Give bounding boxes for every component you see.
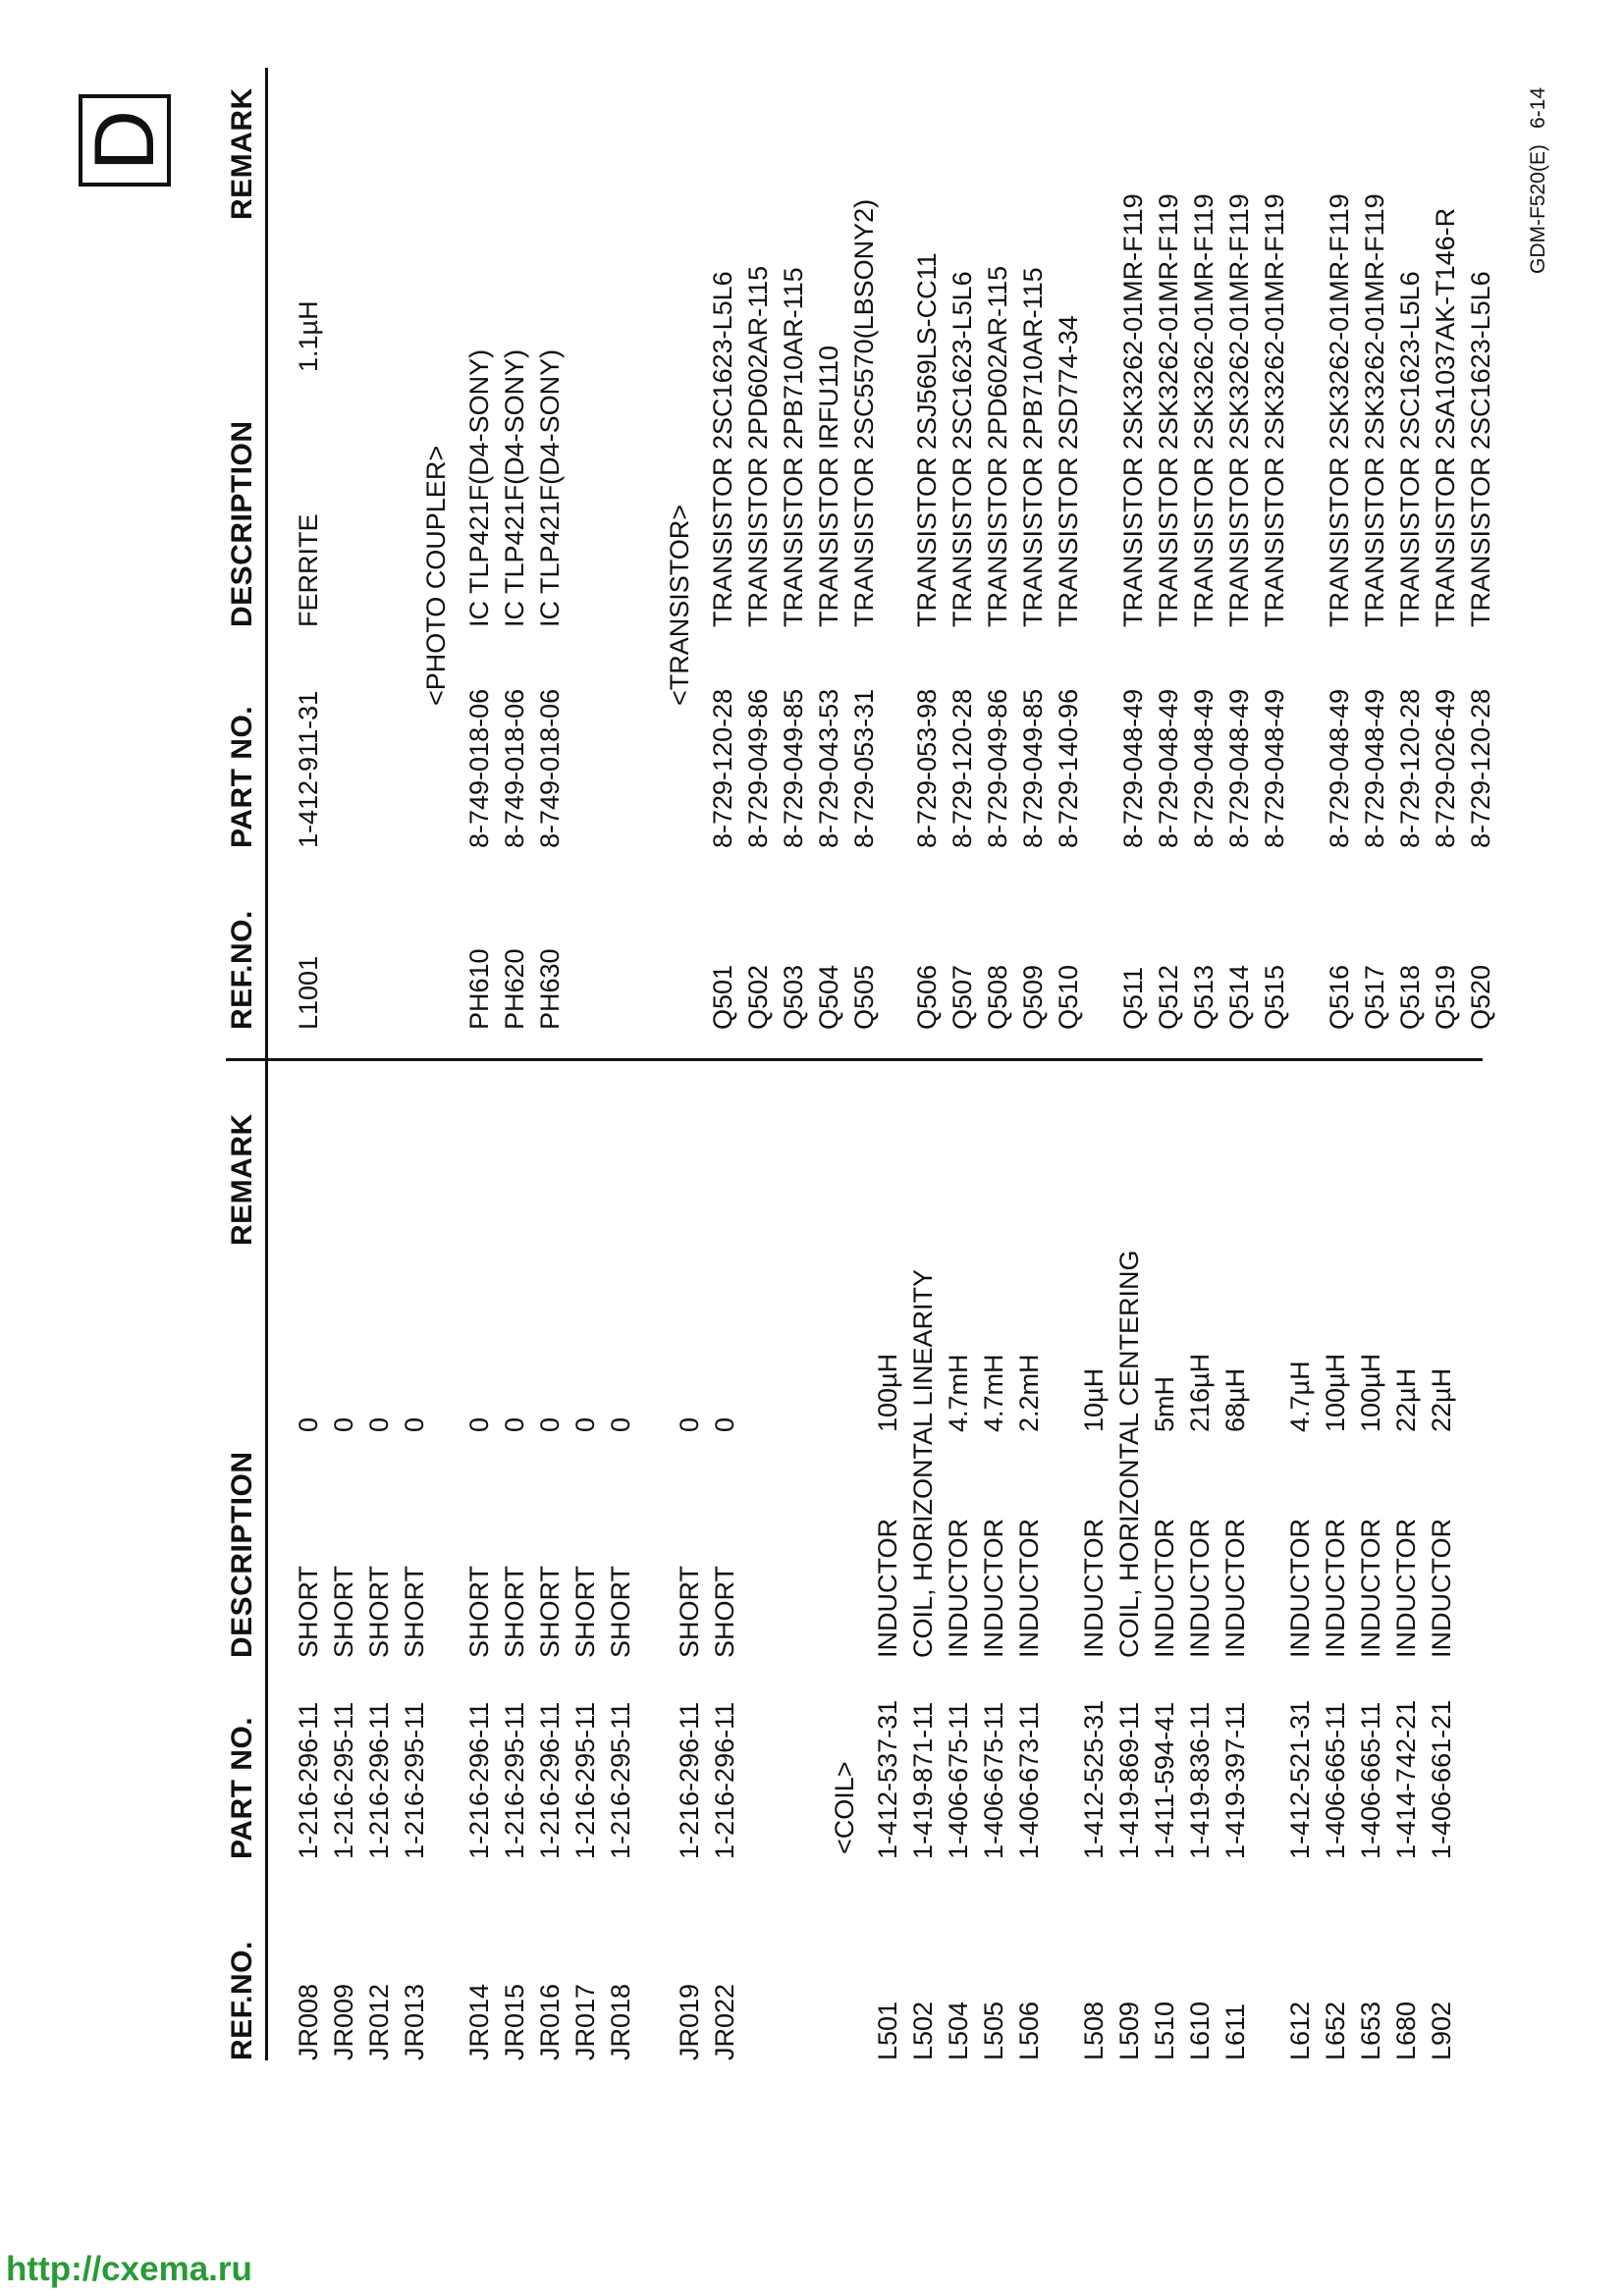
ref-no-cell: L611 (1220, 2002, 1250, 2060)
description-cell: SHORT (400, 1565, 429, 1658)
ref-no-cell: Q512 (1154, 964, 1183, 1030)
ref-no-cell: JR012 (364, 1983, 394, 2060)
part-no-cell: 1-406-661-21 (1427, 1699, 1456, 1859)
ref-no-cell: PH620 (500, 948, 529, 1030)
table-row (740, 0, 776, 2296)
ref-no-cell: JR008 (294, 1983, 323, 2060)
table-row (1322, 0, 1357, 2296)
ref-no-cell: L610 (1185, 2001, 1215, 2060)
value-cell: 0 (535, 1416, 565, 1432)
table-row (1186, 0, 1221, 2296)
ref-no-cell: L508 (1079, 2001, 1109, 2060)
value-cell: 100µH (873, 1353, 902, 1432)
part-no-cell: 8-729-053-98 (912, 688, 942, 848)
ref-no-cell: JR013 (400, 1983, 429, 2060)
value-cell: 0 (570, 1416, 600, 1432)
value-cell: 4.7mH (979, 1354, 1008, 1432)
part-no-cell: 8-729-048-49 (1189, 688, 1218, 848)
part-no-cell: 1-411-594-41 (1150, 1701, 1179, 1859)
description-cell: TRANSISTOR 2SK3262-01MR-F119 (1118, 193, 1148, 627)
part-no-cell: 1-412-525-31 (1079, 1699, 1109, 1859)
description-cell: TRANSISTOR 2SC1623-L5L6 (947, 271, 977, 627)
value-cell: 4.7mH (944, 1354, 973, 1432)
table-row (846, 0, 882, 2296)
description-cell: TRANSISTOR 2SK3262-01MR-F119 (1189, 193, 1218, 627)
description-cell: INDUCTOR (1285, 1518, 1315, 1658)
part-no-cell: 1-216-295-11 (570, 1701, 600, 1859)
ref-no-cell: JR018 (606, 1983, 635, 2060)
ref-no-cell: L505 (979, 2001, 1008, 2060)
section-heading: <COIL> (830, 1761, 859, 1854)
description-cell: SHORT (570, 1565, 600, 1658)
ref-no-cell: Q516 (1325, 964, 1354, 1030)
ref-no-cell: L502 (908, 2001, 938, 2060)
ref-no-cell: L501 (873, 2001, 902, 2060)
ref-no-cell: L510 (1150, 2001, 1179, 2060)
table-row (1357, 0, 1392, 2296)
description-cell: TRANSISTOR 2PD602AR-115 (983, 265, 1012, 627)
part-no-cell: 8-729-049-86 (743, 688, 773, 848)
left-header-part-no: PART NO. (226, 1716, 258, 1859)
description-cell: SHORT (606, 1565, 635, 1658)
table-row (568, 0, 603, 2296)
description-cell: TRANSISTOR 2SC1623-L5L6 (1466, 271, 1495, 627)
value-cell: 1.1µH (294, 300, 323, 372)
part-no-cell: 1-406-673-11 (1014, 1701, 1044, 1859)
part-no-cell: 1-419-836-11 (1185, 1701, 1215, 1859)
part-no-cell: 1-216-295-11 (500, 1701, 529, 1859)
right-header-ref-no: REF.NO. (226, 910, 258, 1030)
left-header-description: DESCRIPTION (226, 1451, 258, 1658)
part-no-cell: 1-406-675-11 (944, 1701, 973, 1859)
footer-page-number: 6-14 (1527, 86, 1549, 129)
left-header-underline (265, 1061, 268, 2060)
description-cell: INDUCTOR (1220, 1518, 1250, 1658)
table-row (291, 0, 326, 2296)
value-cell: 0 (464, 1416, 494, 1432)
part-no-cell: 1-419-397-11 (1220, 1701, 1250, 1859)
table-row (1115, 0, 1151, 2296)
description-cell: INDUCTOR (1079, 1518, 1109, 1658)
part-no-cell: 8-729-120-28 (708, 688, 737, 848)
part-no-cell: 1-216-296-11 (675, 1701, 704, 1859)
description-cell: TRANSISTOR IRFU110 (814, 345, 843, 627)
description-cell: INDUCTOR (1150, 1518, 1179, 1658)
table-row (1015, 0, 1051, 2296)
part-no-cell: 8-749-018-06 (464, 688, 494, 848)
ref-no-cell: L504 (944, 2001, 973, 2060)
table-row (603, 0, 638, 2296)
part-no-cell: 1-216-296-11 (464, 1701, 494, 1859)
value-cell: 4.7µH (1285, 1361, 1315, 1432)
description-cell: COIL, HORIZONTAL CENTERING (1114, 1250, 1144, 1658)
description-cell: FERRITE (294, 513, 323, 627)
part-no-cell: 1-216-295-11 (400, 1701, 429, 1859)
description-cell: TRANSISTOR 2SD774-34 (1054, 315, 1083, 627)
ref-no-cell: Q507 (947, 964, 977, 1030)
ref-no-cell: PH610 (464, 948, 494, 1030)
table-row (397, 0, 432, 2296)
part-no-cell: 1-216-296-11 (535, 1701, 565, 1859)
description-cell: SHORT (675, 1565, 704, 1658)
description-cell: INDUCTOR (1391, 1518, 1421, 1658)
value-cell: 0 (500, 1416, 529, 1432)
description-cell: IC TLP421F(D4-SONY) (535, 348, 565, 627)
ref-no-cell: L652 (1321, 2001, 1350, 2060)
description-cell: TRANSISTOR 2SK3262-01MR-F119 (1154, 193, 1183, 627)
ref-no-cell: Q503 (779, 964, 808, 1030)
ref-no-cell: Q518 (1395, 964, 1425, 1030)
table-row (361, 0, 397, 2296)
left-header-ref-no: REF.NO. (226, 1941, 258, 2060)
part-no-cell: 8-729-120-28 (1466, 688, 1495, 848)
footer-model: GDM-F520(E) (1527, 144, 1549, 274)
part-no-cell: 1-216-295-11 (606, 1701, 635, 1859)
value-cell: 22µH (1427, 1367, 1456, 1432)
right-header-part-no: PART NO. (226, 705, 258, 848)
table-row (945, 0, 980, 2296)
part-no-cell: 1-419-869-11 (1114, 1701, 1144, 1859)
table-row (672, 0, 707, 2296)
value-cell: 2.2mH (1014, 1354, 1044, 1432)
table-row (811, 0, 846, 2296)
description-cell: INDUCTOR (1014, 1518, 1044, 1658)
ref-no-cell: Q511 (1118, 966, 1148, 1030)
ref-no-cell: JR022 (710, 1983, 739, 2060)
right-header-underline (265, 68, 268, 1058)
value-cell: 100µH (1356, 1353, 1385, 1432)
description-cell: SHORT (329, 1565, 358, 1658)
right-header-description: DESCRIPTION (226, 420, 258, 627)
description-cell: SHORT (294, 1565, 323, 1658)
description-cell: INDUCTOR (1356, 1518, 1385, 1658)
part-no-cell: 8-729-140-96 (1054, 688, 1083, 848)
page-letter-box (79, 94, 171, 187)
table-row (1151, 0, 1186, 2296)
description-cell: TRANSISTOR 2SK3262-01MR-F119 (1224, 193, 1254, 627)
description-cell: TRANSISTOR 2PD602AR-115 (743, 265, 773, 627)
table-row (532, 0, 568, 2296)
description-cell: IC TLP421F(D4-SONY) (464, 348, 494, 627)
table-row (1257, 0, 1292, 2296)
part-no-cell: 1-216-295-11 (329, 1701, 358, 1859)
ref-no-cell: Q514 (1224, 964, 1254, 1030)
description-cell: TRANSISTOR 2SC1623-L5L6 (708, 271, 737, 627)
part-no-cell: 1-406-675-11 (979, 1701, 1008, 1859)
part-no-cell: 8-729-048-49 (1154, 688, 1183, 848)
ref-no-cell: JR009 (329, 1983, 358, 2060)
value-cell: 100µH (1321, 1353, 1350, 1432)
ref-no-cell: Q504 (814, 964, 843, 1030)
value-cell: 0 (400, 1416, 429, 1432)
description-cell: COIL, HORIZONTAL LINEARITY (908, 1268, 938, 1658)
part-no-cell: 8-729-120-28 (1395, 688, 1425, 848)
description-cell: TRANSISTOR 2SJ569LS-CC11 (912, 252, 942, 627)
table-row (1392, 0, 1428, 2296)
ref-no-cell: PH630 (535, 948, 565, 1030)
left-header-remark: REMARK (226, 1113, 258, 1246)
part-no-cell: 8-749-018-06 (500, 688, 529, 848)
ref-no-cell: JR017 (570, 1983, 600, 2060)
part-no-cell: 8-729-048-49 (1325, 688, 1354, 848)
ref-no-cell: Q519 (1431, 964, 1460, 1030)
value-cell: 0 (364, 1416, 394, 1432)
ref-no-cell: Q505 (849, 964, 879, 1030)
part-no-cell: 1-406-665-11 (1321, 1701, 1350, 1859)
part-no-cell: 8-729-049-86 (983, 688, 1012, 848)
part-no-cell: 1-216-296-11 (294, 1701, 323, 1859)
ref-no-cell: Q520 (1466, 964, 1495, 1030)
right-header-remark: REMARK (226, 87, 258, 220)
description-cell: SHORT (535, 1565, 565, 1658)
description-cell: TRANSISTOR 2PB710AR-115 (1018, 267, 1048, 627)
description-cell: INDUCTOR (1185, 1518, 1215, 1658)
table-row (776, 0, 811, 2296)
ref-no-cell: Q513 (1189, 964, 1218, 1030)
description-cell: TRANSISTOR 2SK3262-01MR-F119 (1260, 193, 1289, 627)
part-no-cell: 8-729-120-28 (947, 688, 977, 848)
part-no-cell: 1-216-296-11 (710, 1701, 739, 1859)
ref-no-cell: Q508 (983, 964, 1012, 1030)
part-no-cell: 8-729-026-49 (1431, 688, 1460, 848)
part-no-cell: 1-414-742-21 (1391, 1699, 1421, 1859)
value-cell: 0 (329, 1416, 358, 1432)
table-row (326, 0, 361, 2296)
ref-no-cell: Q517 (1360, 964, 1389, 1030)
description-cell: SHORT (364, 1565, 394, 1658)
ref-no-cell: L680 (1391, 2001, 1421, 2060)
description-cell: TRANSISTOR 2PB710AR-115 (779, 267, 808, 627)
table-row (1428, 0, 1463, 2296)
ref-no-cell: Q506 (912, 964, 942, 1030)
description-cell: INDUCTOR (979, 1518, 1008, 1658)
value-cell: 0 (606, 1416, 635, 1432)
ref-no-cell: Q501 (708, 964, 737, 1030)
description-cell: TRANSISTOR 2SC5570(LBSONY2) (849, 198, 879, 627)
part-no-cell: 8-729-043-53 (814, 688, 843, 848)
part-no-cell: 8-729-048-49 (1360, 688, 1389, 848)
description-cell: TRANSISTOR 2SK3262-01MR-F119 (1325, 193, 1354, 627)
part-no-cell: 1-406-665-11 (1356, 1701, 1385, 1859)
part-no-cell: 1-412-521-31 (1285, 1699, 1315, 1859)
ref-no-cell: Q509 (1018, 964, 1048, 1030)
description-cell: SHORT (464, 1565, 494, 1658)
part-no-cell: 8-729-049-85 (779, 688, 808, 848)
section-heading: <TRANSISTOR> (665, 504, 694, 706)
value-cell: 216µH (1185, 1353, 1215, 1432)
part-no-cell: 8-729-053-31 (849, 688, 879, 848)
description-cell: TRANSISTOR 2SK3262-01MR-F119 (1360, 193, 1389, 627)
description-cell: INDUCTOR (873, 1518, 902, 1658)
ref-no-cell: JR014 (464, 1983, 494, 2060)
ref-no-cell: L506 (1014, 2001, 1044, 2060)
description-cell: INDUCTOR (944, 1518, 973, 1658)
table-row (1463, 0, 1498, 2296)
table-row (1221, 0, 1257, 2296)
ref-no-cell: Q510 (1054, 964, 1083, 1030)
value-cell: 5mH (1150, 1375, 1179, 1432)
value-cell: 0 (294, 1416, 323, 1432)
description-cell: IC TLP421F(D4-SONY) (500, 348, 529, 627)
table-row (1051, 0, 1086, 2296)
part-no-cell: 8-749-018-06 (535, 688, 565, 848)
table-row (909, 0, 945, 2296)
ref-no-cell: JR019 (675, 1983, 704, 2060)
value-cell: 10µH (1079, 1367, 1109, 1432)
table-row (497, 0, 532, 2296)
ref-no-cell: Q502 (743, 964, 773, 1030)
section-heading: <PHOTO COUPLER> (421, 445, 451, 706)
description-cell: TRANSISTOR 2SA1037AK-T146-R (1431, 207, 1460, 627)
ref-no-cell: L612 (1285, 2001, 1315, 2060)
ref-no-cell: L509 (1114, 2001, 1144, 2060)
part-no-cell: 1-419-871-11 (908, 1701, 938, 1859)
part-no-cell: 8-729-049-85 (1018, 688, 1048, 848)
value-cell: 0 (710, 1416, 739, 1432)
description-cell: INDUCTOR (1427, 1518, 1456, 1658)
part-no-cell: 1-216-296-11 (364, 1701, 394, 1859)
table-row (461, 0, 497, 2296)
description-cell: TRANSISTOR 2SC1623-L5L6 (1395, 271, 1425, 627)
part-no-cell: 8-729-048-49 (1260, 688, 1289, 848)
part-no-cell: 8-729-048-49 (1224, 688, 1254, 848)
part-no-cell: 1-412-911-31 (294, 690, 323, 848)
ref-no-cell: L902 (1427, 2001, 1456, 2060)
page-letter: D (78, 109, 172, 172)
part-no-cell: 8-729-048-49 (1118, 688, 1148, 848)
ref-no-cell: Q515 (1260, 964, 1289, 1030)
table-row (980, 0, 1015, 2296)
description-cell: SHORT (500, 1565, 529, 1658)
table-row (705, 0, 740, 2296)
description-cell: SHORT (710, 1565, 739, 1658)
ref-no-cell: JR016 (535, 1983, 565, 2060)
watermark-url: http://cxema.ru (6, 2250, 252, 2288)
ref-no-cell: L1001 (294, 955, 323, 1030)
value-cell: 68µH (1220, 1367, 1250, 1432)
ref-no-cell: L653 (1356, 2001, 1385, 2060)
description-cell: INDUCTOR (1321, 1518, 1350, 1658)
ref-no-cell: JR015 (500, 1983, 529, 2060)
part-no-cell: 1-412-537-31 (873, 1699, 902, 1859)
value-cell: 0 (675, 1416, 704, 1432)
value-cell: 22µH (1391, 1367, 1421, 1432)
